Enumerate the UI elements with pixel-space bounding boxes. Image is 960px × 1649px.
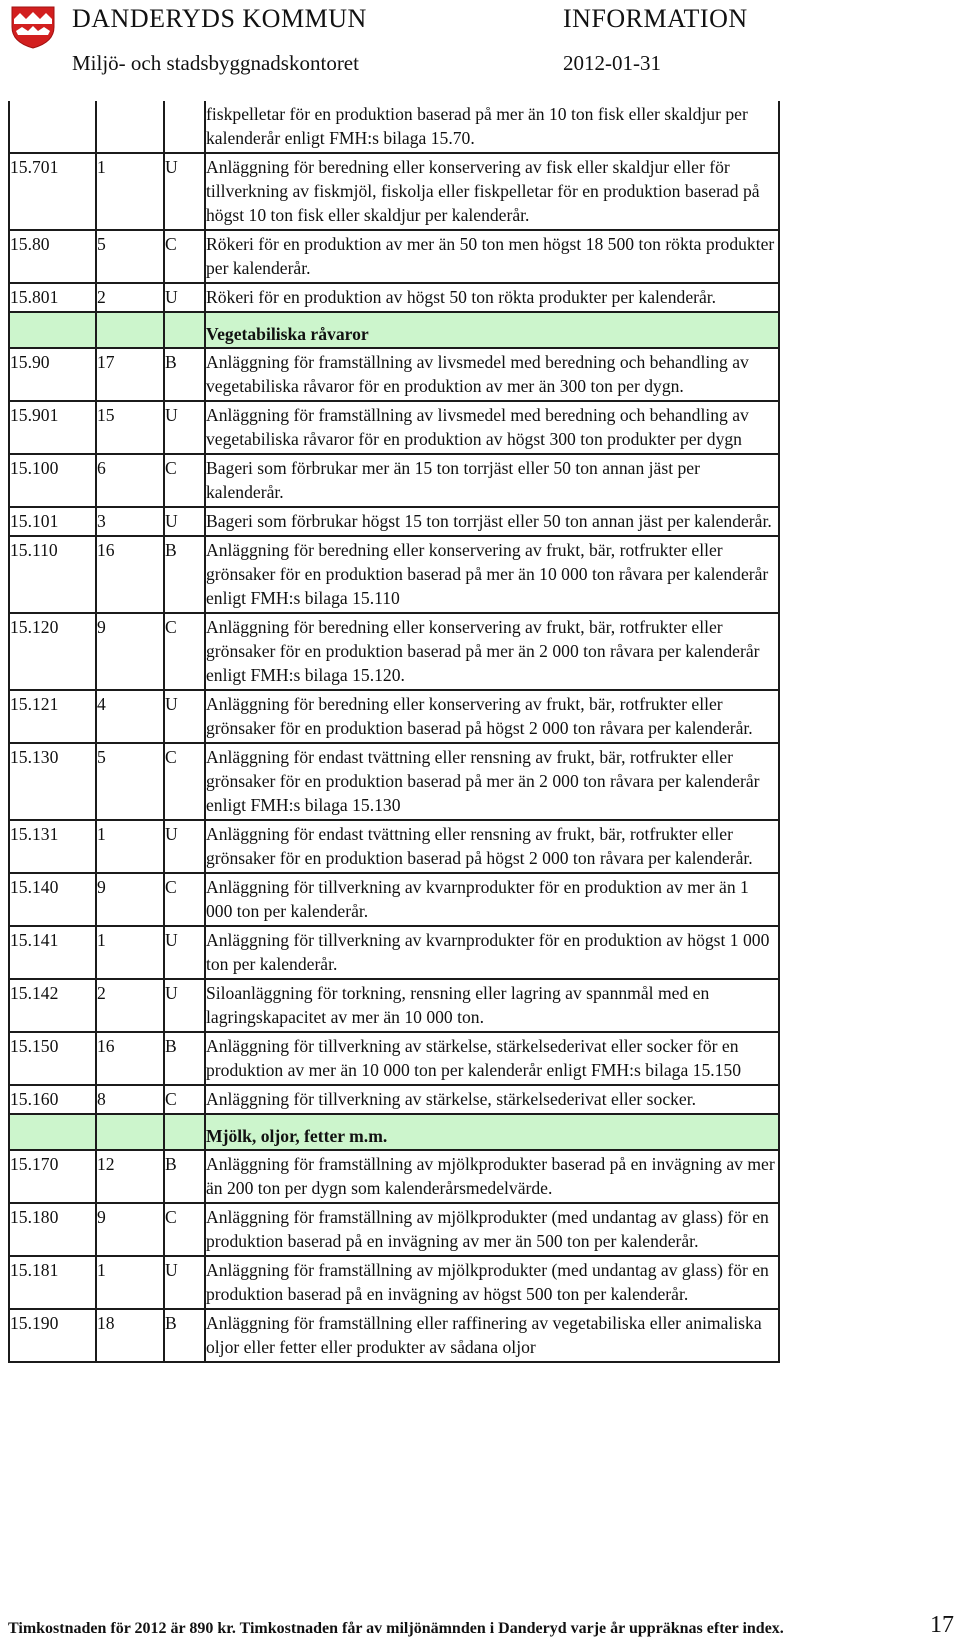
fee-count: 5	[96, 743, 164, 820]
activity-description: Anläggning för tillverkning av stärkelse, stärkelsederivat eller socker för en produktion av mer än 10 000 ton per kalenderår enligt FMH:s bilaga 15.150	[205, 1032, 779, 1085]
activity-class: C	[164, 613, 205, 690]
activity-description: Anläggning för framställning av mjölkprodukter (med undantag av glass) för en produktion baserad på en invägning av mer än 500 ton per kalenderår.	[205, 1203, 779, 1256]
activity-code: 15.121	[9, 690, 96, 743]
activity-code: 15.141	[9, 926, 96, 979]
activity-class: U	[164, 820, 205, 873]
activity-code: 15.160	[9, 1085, 96, 1114]
activity-description: Anläggning för tillverkning av kvarnprodukter för en produktion av högst 1 000 ton per kalenderår.	[205, 926, 779, 979]
fee-count: 6	[96, 454, 164, 507]
activity-code: 15.180	[9, 1203, 96, 1256]
activity-class: C	[164, 1085, 205, 1114]
section-header-row	[9, 312, 779, 348]
activity-class: B	[164, 348, 205, 401]
table-row	[9, 230, 779, 283]
activity-description: Anläggning för framställning av mjölkprodukter (med undantag av glass) för en produktion baserad på en invägning av högst 500 ton per kalenderår.	[205, 1256, 779, 1309]
activity-description: Anläggning för beredning eller konservering av frukt, bär, rotfrukter eller grönsaker för en produktion baserad på mer än 10 000 ton råvara per kalenderår enligt FMH:s bilaga 15.110	[205, 536, 779, 613]
document-type: INFORMATION	[563, 4, 748, 33]
table-row	[9, 153, 779, 230]
table-row	[9, 1256, 779, 1309]
fee-count: 3	[96, 507, 164, 536]
activity-description: Rökeri för en produktion av högst 50 ton rökta produkter per kalenderår.	[205, 283, 779, 312]
table-row	[9, 283, 779, 312]
hourly-rate-note: Timkostnaden för 2012 är 890 kr. Timkostnaden får av miljönämnden i Danderyd varje år uppräknas efter index.	[8, 1620, 784, 1637]
activity-description: Rökeri för en produktion av mer än 50 ton men högst 18 500 ton rökta produkter per kalenderår.	[205, 230, 779, 283]
activity-code: 15.701	[9, 153, 96, 230]
activity-class: U	[164, 979, 205, 1032]
section-count-cell	[96, 312, 164, 348]
document-header	[0, 0, 960, 80]
activity-code: 15.90	[9, 348, 96, 401]
activity-code: 15.140	[9, 873, 96, 926]
table-row	[9, 507, 779, 536]
section-header-row	[9, 1114, 779, 1150]
table-row	[9, 613, 779, 690]
fee-count: 1	[96, 1256, 164, 1309]
activity-code	[9, 101, 96, 153]
activity-class: U	[164, 283, 205, 312]
activity-class: U	[164, 153, 205, 230]
activity-class: B	[164, 536, 205, 613]
activity-class: C	[164, 230, 205, 283]
table-row	[9, 1309, 779, 1362]
activity-description: Anläggning för framställning av mjölkprodukter baserad på en invägning av mer än 200 ton per dygn som kalenderårsmedelvärde.	[205, 1150, 779, 1203]
table-row	[9, 690, 779, 743]
activity-code: 15.801	[9, 283, 96, 312]
section-title: Mjölk, oljor, fetter m.m.	[205, 1114, 779, 1150]
activity-class: B	[164, 1032, 205, 1085]
activity-class: C	[164, 743, 205, 820]
activity-description: Anläggning för beredning eller konservering av frukt, bär, rotfrukter eller grönsaker för en produktion baserad på mer än 2 000 ton råvara per kalenderår enligt FMH:s bilaga 15.120.	[205, 613, 779, 690]
activity-class: B	[164, 1150, 205, 1203]
table-row	[9, 1150, 779, 1203]
document-date: 2012-01-31	[563, 51, 661, 75]
activity-description: Siloanläggning för torkning, rensning eller lagring av spannmål med en lagringskapacitet av mer än 10 000 ton.	[205, 979, 779, 1032]
table-row	[9, 1085, 779, 1114]
table-row	[9, 926, 779, 979]
table-row	[9, 873, 779, 926]
table-row	[9, 1203, 779, 1256]
activity-class: U	[164, 690, 205, 743]
activity-code: 15.120	[9, 613, 96, 690]
section-title: Vegetabiliska råvaror	[205, 312, 779, 348]
section-class-cell	[164, 1114, 205, 1150]
activity-class: C	[164, 1203, 205, 1256]
fee-count: 9	[96, 1203, 164, 1256]
activity-description: Anläggning för beredning eller konservering av fisk eller skaldjur eller för tillverkning av fiskmjöl, fiskolja eller fiskpelletar för en produktion baserad på högst 10 ton fisk eller skaldjur per kalenderår.	[205, 153, 779, 230]
activity-description: Anläggning för tillverkning av kvarnprodukter för en produktion av mer än 1 000 ton per kalenderår.	[205, 873, 779, 926]
activity-class	[164, 101, 205, 153]
fee-count: 18	[96, 1309, 164, 1362]
fee-count: 12	[96, 1150, 164, 1203]
activity-code: 15.130	[9, 743, 96, 820]
section-class-cell	[164, 312, 205, 348]
activity-code: 15.190	[9, 1309, 96, 1362]
fee-count	[96, 101, 164, 153]
activity-description: fiskpelletar för en produktion baserad på mer än 10 ton fisk eller skaldjur per kalenderår enligt FMH:s bilaga 15.70.	[205, 101, 779, 153]
section-code-cell	[9, 1114, 96, 1150]
table-row	[9, 820, 779, 873]
activity-code: 15.150	[9, 1032, 96, 1085]
activity-code: 15.110	[9, 536, 96, 613]
organization-name: DANDERYDS KOMMUN	[72, 4, 367, 33]
table-row	[9, 743, 779, 820]
section-code-cell	[9, 312, 96, 348]
fee-count: 1	[96, 820, 164, 873]
activity-code: 15.170	[9, 1150, 96, 1203]
activity-class: C	[164, 454, 205, 507]
fee-count: 15	[96, 401, 164, 454]
fee-count: 2	[96, 283, 164, 312]
section-count-cell	[96, 1114, 164, 1150]
fee-count: 16	[96, 1032, 164, 1085]
activity-description: Anläggning för framställning eller raffinering av vegetabiliska eller animaliska oljor eller fetter eller produkter av sådana oljor	[205, 1309, 779, 1362]
office-name: Miljö- och stadsbyggnadskontoret	[72, 51, 359, 75]
fee-count: 9	[96, 613, 164, 690]
activity-code: 15.181	[9, 1256, 96, 1309]
activity-description: Anläggning för framställning av livsmedel med beredning och behandling av vegetabiliska råvaror för en produktion av mer än 300 ton per dygn.	[205, 348, 779, 401]
fee-count: 1	[96, 153, 164, 230]
activity-code: 15.80	[9, 230, 96, 283]
fee-count: 17	[96, 348, 164, 401]
activity-class: U	[164, 507, 205, 536]
fee-count: 1	[96, 926, 164, 979]
activity-code: 15.901	[9, 401, 96, 454]
activity-class: U	[164, 401, 205, 454]
fee-count: 4	[96, 690, 164, 743]
activity-table	[8, 101, 780, 1363]
municipal-crest-icon	[10, 5, 56, 49]
activity-description: Anläggning för endast tvättning eller rensning av frukt, bär, rotfrukter eller grönsaker för en produktion baserad på högst 2 000 ton råvara per kalenderår.	[205, 820, 779, 873]
fee-count: 16	[96, 536, 164, 613]
activity-code: 15.101	[9, 507, 96, 536]
table-row	[9, 1032, 779, 1085]
activity-code: 15.131	[9, 820, 96, 873]
page-number: 17	[930, 1612, 954, 1638]
activity-class: U	[164, 926, 205, 979]
activity-class: B	[164, 1309, 205, 1362]
activity-description: Bageri som förbrukar högst 15 ton torrjäst eller 50 ton annan jäst per kalenderår.	[205, 507, 779, 536]
table-row	[9, 979, 779, 1032]
table-row	[9, 454, 779, 507]
table-row	[9, 536, 779, 613]
fee-count: 2	[96, 979, 164, 1032]
fee-count: 9	[96, 873, 164, 926]
activity-description: Anläggning för endast tvättning eller rensning av frukt, bär, rotfrukter eller grönsaker för en produktion baserad på mer än 2 000 ton råvara per kalenderår enligt FMH:s bilaga 15.130	[205, 743, 779, 820]
activity-code: 15.142	[9, 979, 96, 1032]
fee-count: 5	[96, 230, 164, 283]
activity-description: Anläggning för framställning av livsmedel med beredning och behandling av vegetabiliska råvaror för en produktion av högst 300 ton produkter per dygn	[205, 401, 779, 454]
activity-description: Anläggning för beredning eller konservering av frukt, bär, rotfrukter eller grönsaker för en produktion baserad på högst 2 000 ton råvara per kalenderår.	[205, 690, 779, 743]
table-row	[9, 348, 779, 401]
activity-class: U	[164, 1256, 205, 1309]
table-row	[9, 401, 779, 454]
fee-count: 8	[96, 1085, 164, 1114]
activity-description: Bageri som förbrukar mer än 15 ton torrjäst eller 50 ton annan jäst per kalenderår.	[205, 454, 779, 507]
activity-code: 15.100	[9, 454, 96, 507]
table-row	[9, 101, 779, 153]
activity-class: C	[164, 873, 205, 926]
activity-description: Anläggning för tillverkning av stärkelse, stärkelsederivat eller socker.	[205, 1085, 779, 1114]
